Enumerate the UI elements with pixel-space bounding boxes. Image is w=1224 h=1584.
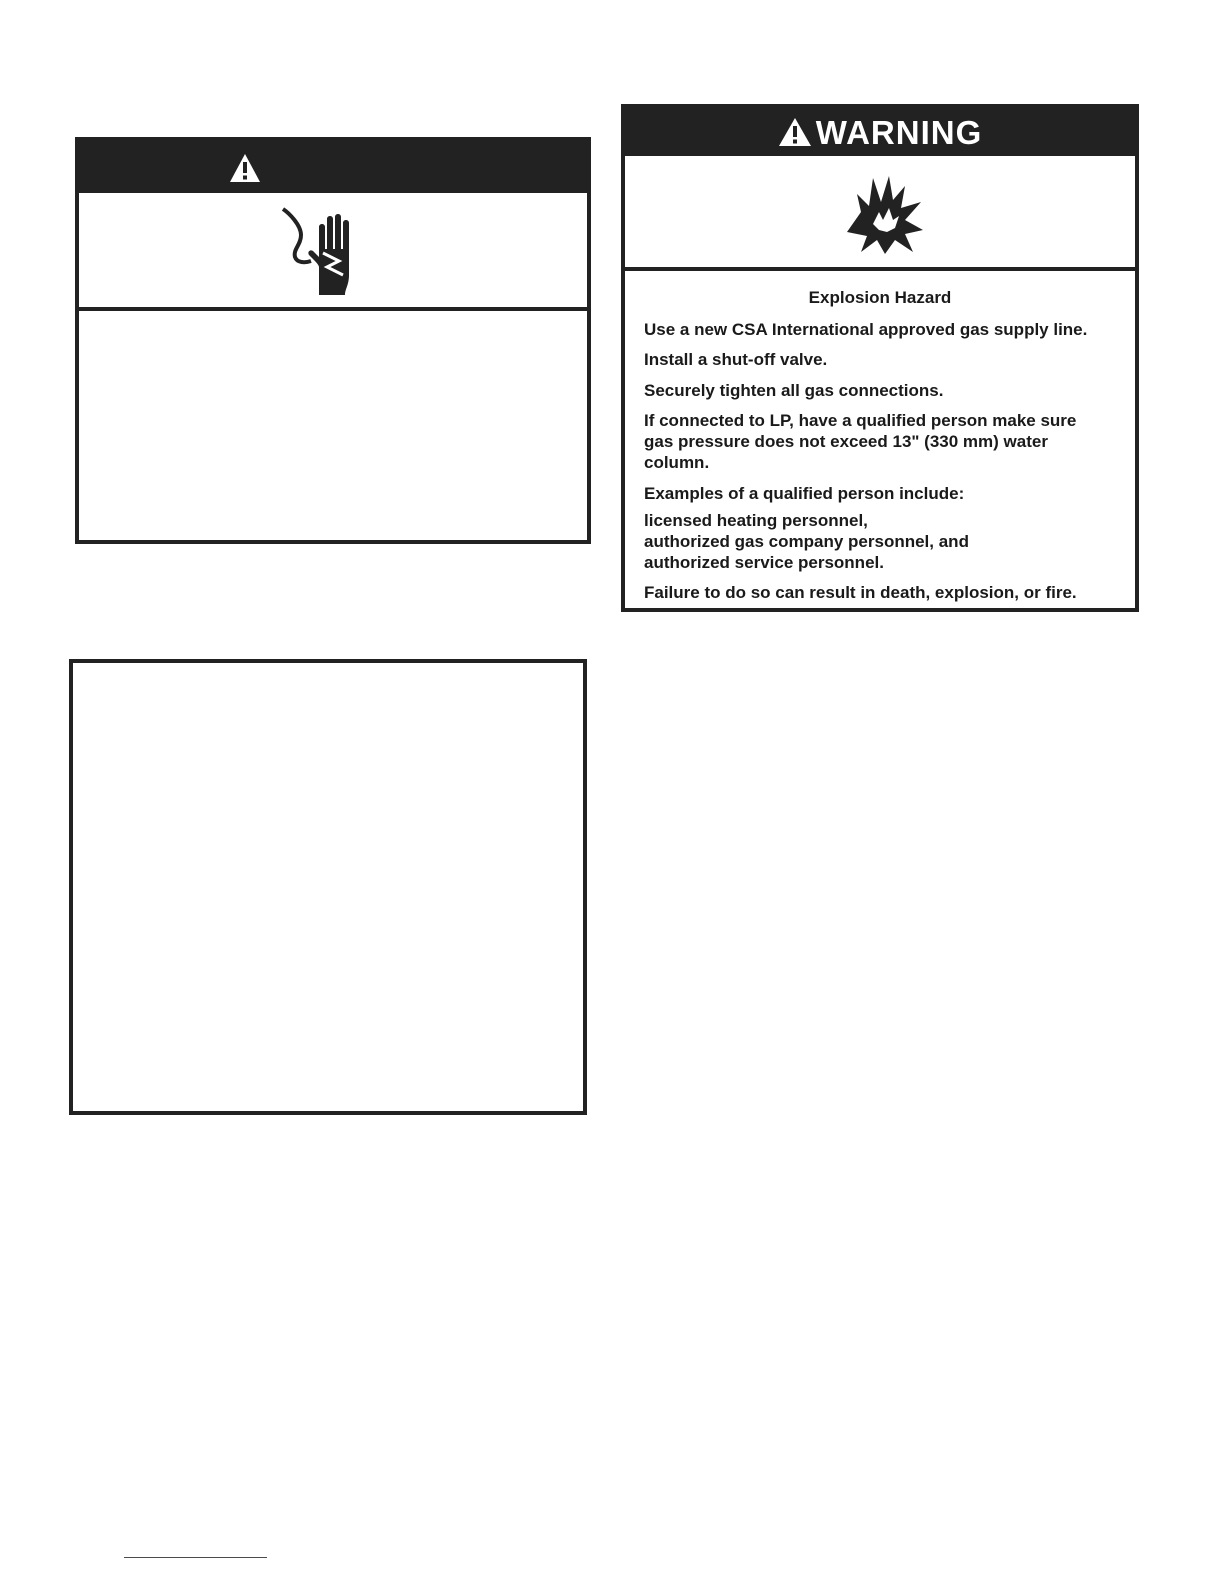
warning-title: WARNING	[815, 113, 983, 151]
explosion-icon	[843, 172, 927, 256]
warning-line: licensed heating personnel,	[644, 511, 868, 530]
warning-line: If connected to LP, have a qualified person make sure gas pressure does not exceed 13" (330 mm) water column.	[644, 411, 1077, 472]
warning-line: Securely tighten all gas connections.	[644, 381, 944, 400]
warning-triangle-icon	[229, 153, 261, 183]
explosion-warning-box	[621, 104, 1139, 612]
shock-hazard-banner	[79, 141, 587, 193]
warning-heading: Explosion Hazard	[808, 288, 952, 307]
warning-triangle-icon	[778, 117, 812, 147]
shock-hazard-box	[75, 137, 591, 544]
empty-frame-box	[69, 659, 587, 1115]
warning-line: Failure to do so can result in death, explosion, or fire.	[644, 583, 1077, 602]
shock-hazard-divider	[79, 307, 587, 311]
warning-banner	[625, 108, 1135, 156]
warning-line: authorized gas company personnel, and	[644, 532, 969, 551]
electrical-shock-hand-icon	[279, 205, 369, 299]
warning-divider	[625, 267, 1135, 271]
warning-line: Install a shut-off valve.	[644, 350, 828, 369]
warning-line: Examples of a qualified person include:	[644, 484, 965, 503]
warning-line: authorized service personnel.	[644, 553, 884, 572]
warning-line: Use a new CSA International approved gas supply line.	[644, 320, 1088, 339]
footer-rule	[124, 1557, 267, 1558]
